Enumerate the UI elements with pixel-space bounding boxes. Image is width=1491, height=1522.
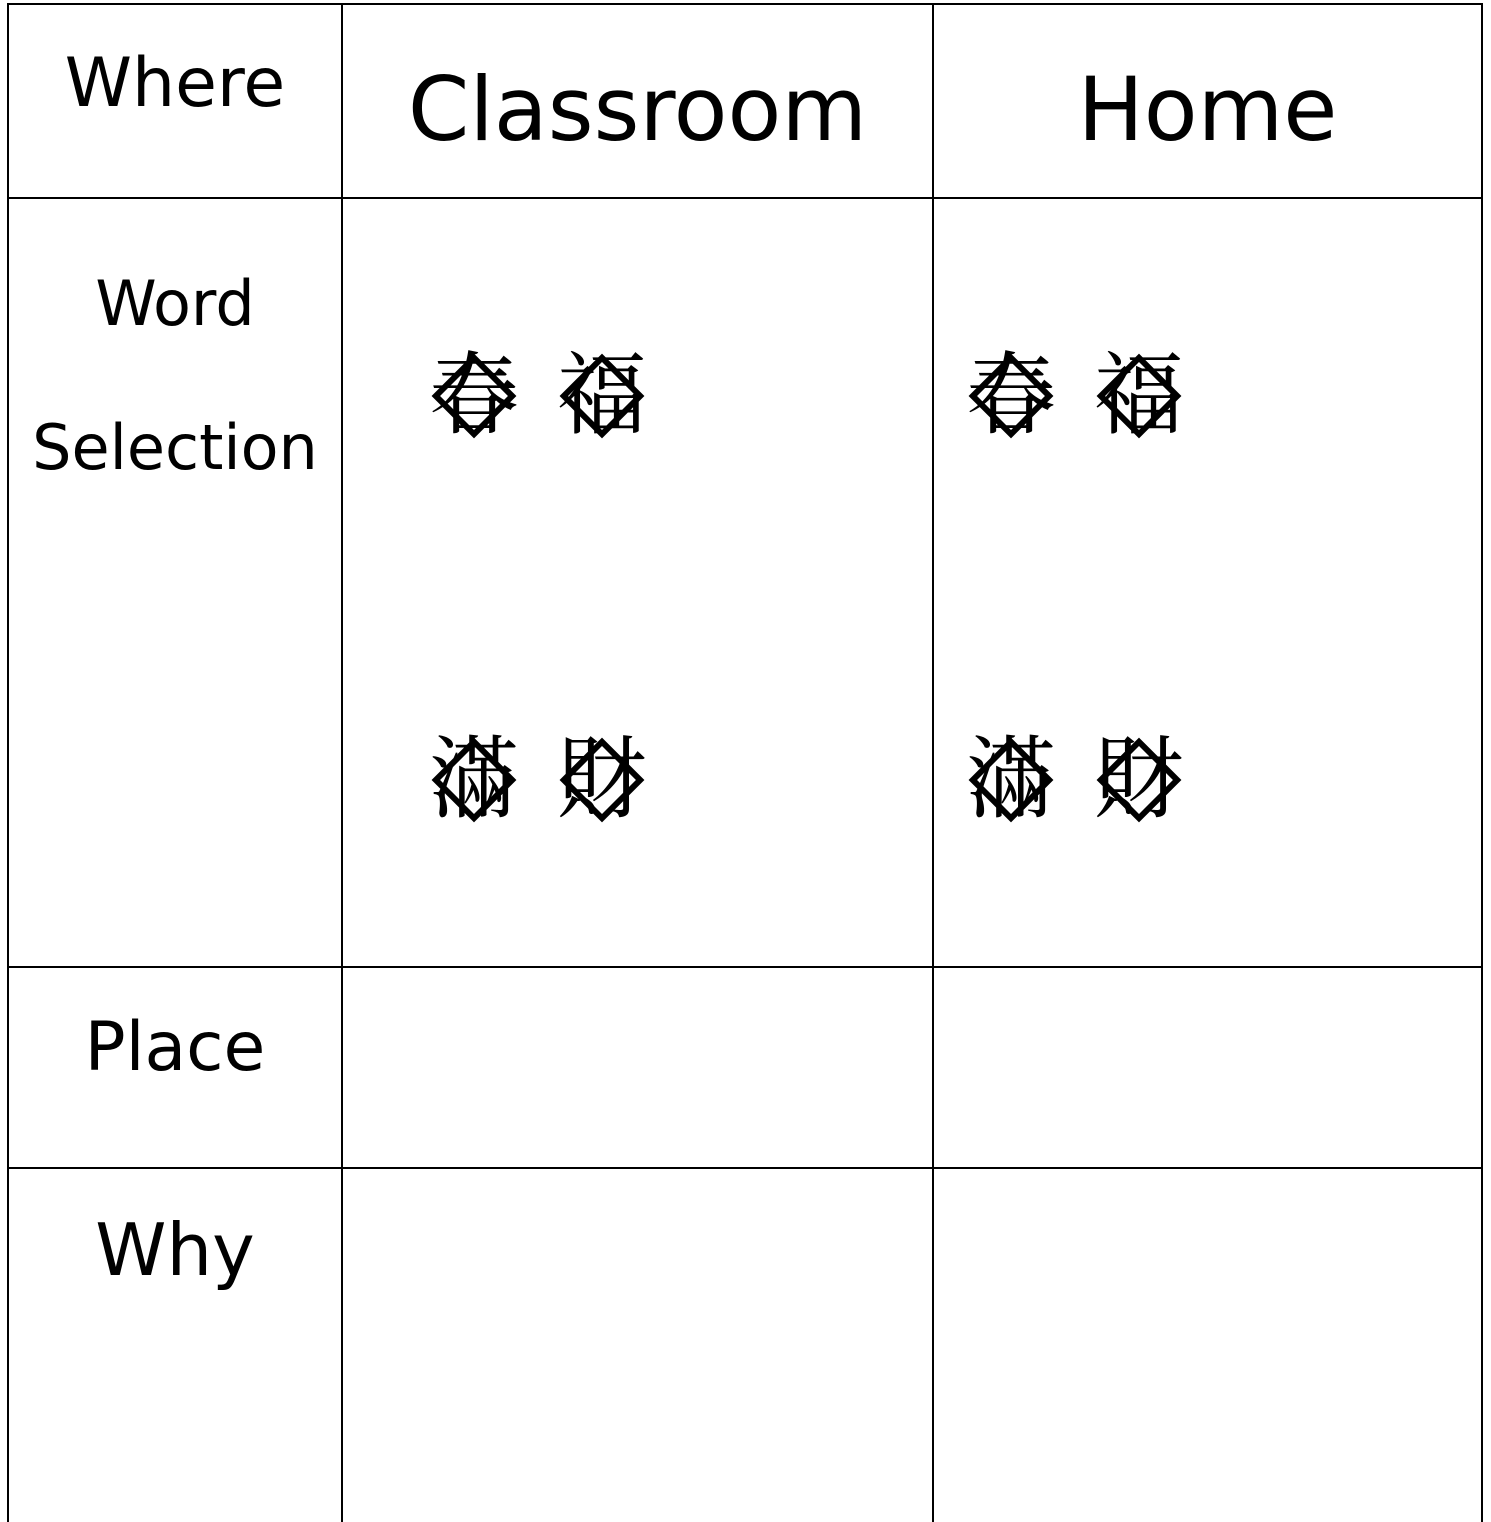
home-word-wealth[interactable] <box>1089 727 1189 832</box>
character: 財 <box>1094 727 1184 832</box>
classroom-why-cell[interactable] <box>343 1169 932 1522</box>
word-selection-row-label <box>8 232 342 520</box>
character: 春 <box>966 343 1056 448</box>
word-selection-label-line1: Word <box>95 267 255 340</box>
classroom-word-spring[interactable] <box>424 343 524 448</box>
row-divider-header <box>7 197 1483 199</box>
character: 春 <box>429 343 519 448</box>
home-word-fortune[interactable] <box>1089 343 1189 448</box>
why-row-label: Why <box>95 1208 255 1292</box>
home-column-header: Home <box>1077 58 1338 161</box>
home-why-cell[interactable] <box>934 1169 1481 1522</box>
classroom-word-fortune[interactable] <box>552 343 652 448</box>
classroom-place-cell[interactable] <box>343 968 932 1167</box>
classroom-column-header: Classroom <box>407 58 868 161</box>
place-row-label: Place <box>84 1008 266 1087</box>
where-header-cell: Where <box>64 44 286 123</box>
word-selection-label-line2: Selection <box>32 411 318 484</box>
home-place-cell[interactable] <box>934 968 1481 1167</box>
home-word-spring[interactable] <box>961 343 1061 448</box>
table-border-right <box>1481 3 1483 1522</box>
character: 福 <box>557 343 647 448</box>
table-border-top <box>7 3 1483 5</box>
character: 財 <box>557 727 647 832</box>
classroom-word-wealth[interactable] <box>552 727 652 832</box>
classroom-word-full[interactable] <box>424 727 524 832</box>
character: 滿 <box>429 727 519 832</box>
character: 福 <box>1094 343 1184 448</box>
character: 滿 <box>966 727 1056 832</box>
home-word-full[interactable] <box>961 727 1061 832</box>
